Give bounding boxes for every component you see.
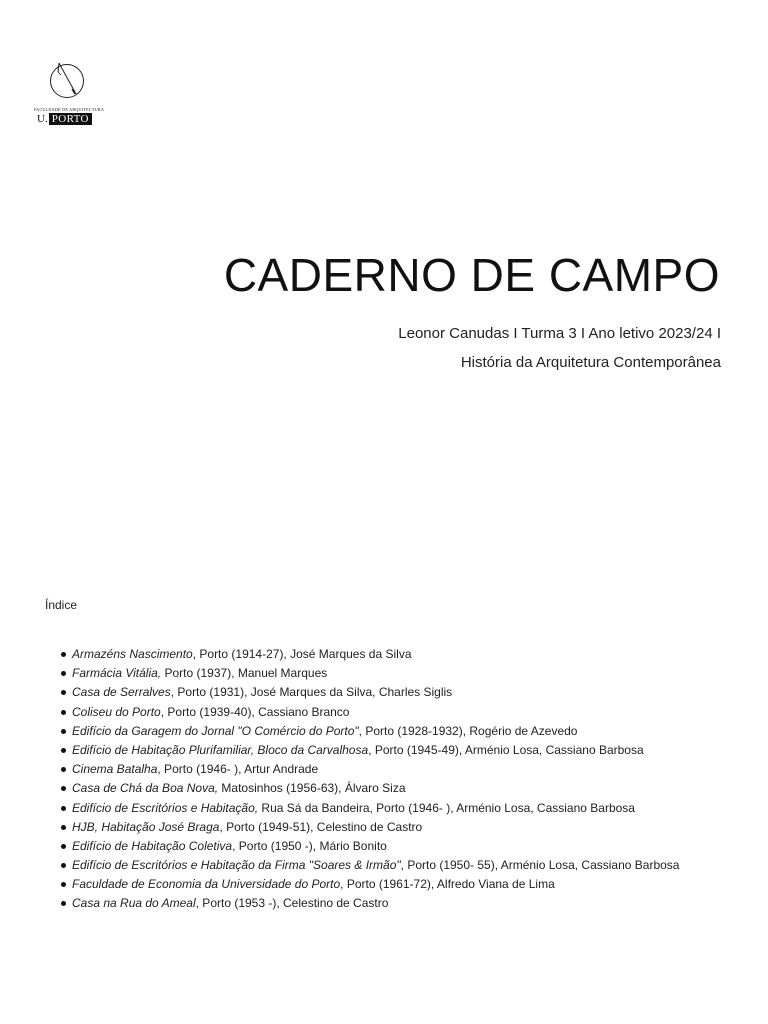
index-item-details: Matosinhos (1956-63), Álvaro Siza	[218, 781, 406, 796]
logo-brand-porto: PORTO	[49, 113, 92, 125]
index-item-work-name: Farmácia Vitália,	[72, 666, 162, 681]
index-item	[60, 894, 750, 913]
index-item-details: , Porto (1953 -), Celestino de Castro	[195, 896, 389, 911]
index-item	[60, 837, 750, 856]
index-heading: Índice	[45, 598, 78, 612]
index-item-work-name: Faculdade de Economia da Universidade do Porto	[72, 877, 341, 892]
index-item-details: , Porto (1945-49), Arménio Losa, Cassiano Barbosa	[368, 742, 644, 757]
index-item-details: , Porto (1914-27), José Marques da Silva	[192, 647, 412, 661]
index-item	[60, 664, 750, 683]
index-item-work-name: Casa de Chá da Boa Nova,	[72, 781, 219, 796]
faculty-logo	[34, 60, 105, 128]
index-item-work-name: Casa de Serralves	[72, 685, 171, 700]
index-list	[60, 645, 750, 914]
index-item	[60, 856, 750, 875]
index-item-work-name: Cinema Batalha	[72, 762, 158, 777]
author-course-line: Leonor Canudas I Turma 3 I Ano letivo 2023/24 I	[398, 325, 721, 342]
index-item	[60, 741, 750, 760]
index-item	[60, 722, 750, 741]
index-item-details: , Porto (1949-51), Celestino de Castro	[219, 819, 423, 834]
index-item	[60, 703, 750, 722]
logo-brand-u: U.	[37, 113, 48, 125]
index-item-work-name: HJB, Habitação José Braga	[72, 819, 220, 834]
index-item-work-name: Edifício da Garagem do Jornal "O Comércio do Porto"	[72, 723, 359, 738]
index-item-work-name: Armazéns Nascimento	[72, 647, 193, 661]
index-item	[60, 760, 750, 779]
index-item	[60, 818, 750, 837]
index-item	[60, 645, 750, 664]
index-item-work-name: Casa na Rua do Ameal	[72, 896, 196, 911]
logo-brand	[37, 113, 92, 125]
compass-emblem-icon	[50, 60, 84, 100]
index-item	[60, 779, 750, 798]
index-item-details: , Porto (1961-72), Alfredo Viana de Lima	[340, 877, 555, 892]
subject-line: História da Arquitetura Contemporânea	[460, 354, 721, 371]
index-item	[60, 875, 750, 894]
index-item-details: , Porto (1946- ), Artur Andrade	[157, 762, 319, 777]
index-item-work-name: Edifício de Escritórios e Habitação,	[72, 800, 259, 815]
index-item-work-name: Edifício de Habitação Plurifamiliar, Bloco da Carvalhosa	[72, 742, 369, 757]
index-item-details: Porto (1937), Manuel Marques	[161, 666, 328, 681]
index-item-details: , Porto (1928-1932), Rogério de Azevedo	[358, 723, 578, 738]
index-item-details: , Porto (1931), José Marques da Silva, Charles Siglis	[170, 685, 453, 700]
index-item-work-name: Edifício de Escritórios e Habitação da Firma "Soares & Irmão"	[72, 858, 401, 873]
index-item-details: , Porto (1950- 55), Arménio Losa, Cassiano Barbosa	[400, 858, 680, 873]
index-item	[60, 799, 750, 818]
index-item-details: , Porto (1950 -), Mário Bonito	[232, 838, 387, 853]
document-title: CADERNO DE CAMPO	[223, 249, 720, 301]
index-item-details: , Porto (1939-40), Cassiano Branco	[160, 704, 350, 719]
index-item-work-name: Edifício de Habitação Coletiva	[72, 838, 233, 853]
logo-caption: FACULDADE DE ARQUITECTURA	[34, 107, 105, 112]
index-item-details: Rua Sá da Bandeira, Porto (1946- ), Arménio Losa, Cassiano Barbosa	[258, 800, 635, 815]
index-item-work-name: Coliseu do Porto	[72, 704, 161, 719]
index-item	[60, 683, 750, 702]
